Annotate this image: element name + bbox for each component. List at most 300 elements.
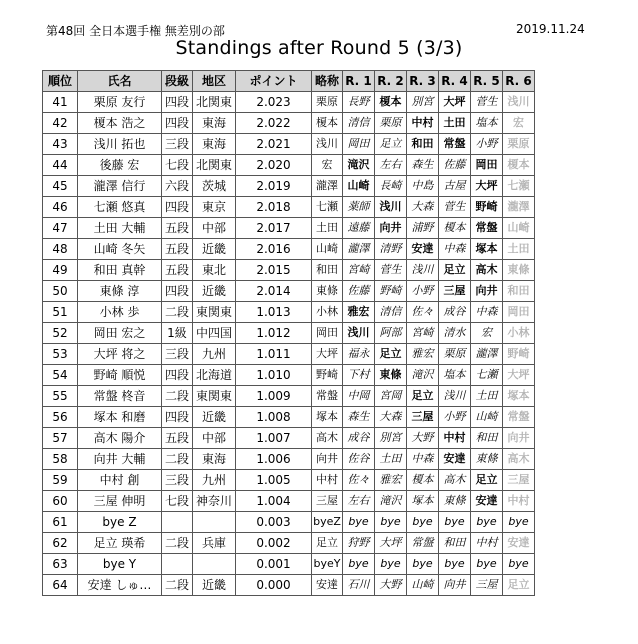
points-cell: 1.006 xyxy=(236,449,312,470)
round-1-result: 佐藤 xyxy=(343,281,375,302)
round-3-result: 森生 xyxy=(407,155,439,176)
round-6-result: bye xyxy=(503,512,535,533)
rank-cell: 59 xyxy=(43,470,78,491)
player-name-cell: 安達 しゅ… xyxy=(78,575,162,596)
player-name-cell: bye Y xyxy=(78,554,162,575)
rank-cell: 42 xyxy=(43,113,78,134)
round-4-result: 和田 xyxy=(439,533,471,554)
player-name-cell: 榎本 浩之 xyxy=(78,113,162,134)
round-5-result: 向井 xyxy=(471,281,503,302)
points-cell: 2.014 xyxy=(236,281,312,302)
points-cell: 0.000 xyxy=(236,575,312,596)
round-5-result: 小野 xyxy=(471,134,503,155)
table-row xyxy=(43,176,535,197)
round-3-result: 大森 xyxy=(407,197,439,218)
table-row xyxy=(43,260,535,281)
column-header-rank: 順位 xyxy=(43,71,78,92)
round-6-result: 常盤 xyxy=(503,407,535,428)
round-5-result: 瀧澤 xyxy=(471,344,503,365)
points-cell: 1.004 xyxy=(236,491,312,512)
round-5-result: 和田 xyxy=(471,428,503,449)
rank-cell: 50 xyxy=(43,281,78,302)
rank-cell: 49 xyxy=(43,260,78,281)
player-name-cell: 大坪 将之 xyxy=(78,344,162,365)
rank-cell: 46 xyxy=(43,197,78,218)
table-row xyxy=(43,470,535,491)
round-3-result: 浦野 xyxy=(407,218,439,239)
abbr-cell: 榎本 xyxy=(312,113,343,134)
table-row xyxy=(43,344,535,365)
round-6-result: 浅川 xyxy=(503,92,535,113)
round-1-result: bye xyxy=(343,554,375,575)
round-1-result: 浅川 xyxy=(343,323,375,344)
abbr-cell: 七瀬 xyxy=(312,197,343,218)
round-2-result: 足立 xyxy=(375,134,407,155)
round-5-result: 常盤 xyxy=(471,218,503,239)
round-4-result: 安達 xyxy=(439,449,471,470)
round-1-result: bye xyxy=(343,512,375,533)
round-3-result: bye xyxy=(407,554,439,575)
player-name-cell: 東條 淳 xyxy=(78,281,162,302)
round-6-result: 小林 xyxy=(503,323,535,344)
round-2-result: 野崎 xyxy=(375,281,407,302)
rank-cell: 60 xyxy=(43,491,78,512)
page-title: Standings after Round 5 (3/3) xyxy=(175,37,463,59)
table-row xyxy=(43,407,535,428)
round-2-result: 清信 xyxy=(375,302,407,323)
round-6-result: 三屋 xyxy=(503,470,535,491)
round-5-result: 菅生 xyxy=(471,92,503,113)
points-cell: 2.017 xyxy=(236,218,312,239)
round-2-result: 榎本 xyxy=(375,92,407,113)
round-4-result: bye xyxy=(439,554,471,575)
round-2-result: 大野 xyxy=(375,575,407,596)
dan-cell: 七段 xyxy=(162,155,193,176)
player-name-cell: 瀧澤 信行 xyxy=(78,176,162,197)
round-3-result: 榎本 xyxy=(407,470,439,491)
region-cell: 兵庫 xyxy=(193,533,236,554)
abbr-cell: 三屋 xyxy=(312,491,343,512)
round-4-result: 榎本 xyxy=(439,218,471,239)
round-5-result: 宏 xyxy=(471,323,503,344)
dan-cell xyxy=(162,512,193,533)
table-row xyxy=(43,197,535,218)
round-4-result: 足立 xyxy=(439,260,471,281)
points-cell: 1.012 xyxy=(236,323,312,344)
round-2-result: 宮岡 xyxy=(375,386,407,407)
region-cell: 東関東 xyxy=(193,302,236,323)
abbr-cell: 足立 xyxy=(312,533,343,554)
round-4-result: 塩本 xyxy=(439,365,471,386)
player-name-cell: 高木 陽介 xyxy=(78,428,162,449)
abbr-cell: 中村 xyxy=(312,470,343,491)
round-2-result: 東條 xyxy=(375,365,407,386)
abbr-cell: 栗原 xyxy=(312,92,343,113)
rank-cell: 45 xyxy=(43,176,78,197)
round-5-result: 塚本 xyxy=(471,239,503,260)
region-cell: 中四国 xyxy=(193,323,236,344)
round-2-result: 阿部 xyxy=(375,323,407,344)
table-row xyxy=(43,302,535,323)
column-header-abbr: 略称 xyxy=(312,71,343,92)
player-name-cell: 岡田 宏之 xyxy=(78,323,162,344)
points-cell: 2.019 xyxy=(236,176,312,197)
round-6-result: 足立 xyxy=(503,575,535,596)
player-name-cell: 向井 大輔 xyxy=(78,449,162,470)
dan-cell: 二段 xyxy=(162,302,193,323)
region-cell: 九州 xyxy=(193,470,236,491)
round-6-result: 土田 xyxy=(503,239,535,260)
round-6-result: 和田 xyxy=(503,281,535,302)
table-row xyxy=(43,323,535,344)
region-cell: 東海 xyxy=(193,134,236,155)
abbr-cell: 高木 xyxy=(312,428,343,449)
dan-cell: 二段 xyxy=(162,386,193,407)
dan-cell: 六段 xyxy=(162,176,193,197)
player-name-cell: 足立 瑛希 xyxy=(78,533,162,554)
points-cell: 2.016 xyxy=(236,239,312,260)
round-3-result: 滝沢 xyxy=(407,365,439,386)
rank-cell: 61 xyxy=(43,512,78,533)
column-header-r5: R. 5 xyxy=(471,71,503,92)
rank-cell: 55 xyxy=(43,386,78,407)
round-3-result: 宮崎 xyxy=(407,323,439,344)
player-name-cell: 栗原 友行 xyxy=(78,92,162,113)
player-name-cell: 和田 真幹 xyxy=(78,260,162,281)
dan-cell: 二段 xyxy=(162,449,193,470)
region-cell: 近畿 xyxy=(193,239,236,260)
region-cell: 東北 xyxy=(193,260,236,281)
dan-cell: 四段 xyxy=(162,113,193,134)
round-1-result: 山崎 xyxy=(343,176,375,197)
round-5-result: bye xyxy=(471,512,503,533)
dan-cell: 五段 xyxy=(162,428,193,449)
abbr-cell: 岡田 xyxy=(312,323,343,344)
points-cell: 1.009 xyxy=(236,386,312,407)
round-6-result: bye xyxy=(503,554,535,575)
dan-cell: 三段 xyxy=(162,470,193,491)
table-row xyxy=(43,449,535,470)
dan-cell: 四段 xyxy=(162,197,193,218)
abbr-cell: byeZ xyxy=(312,512,343,533)
abbr-cell: 大坪 xyxy=(312,344,343,365)
points-cell: 2.021 xyxy=(236,134,312,155)
points-cell: 1.008 xyxy=(236,407,312,428)
points-cell: 2.022 xyxy=(236,113,312,134)
round-6-result: 安達 xyxy=(503,533,535,554)
round-3-result: 足立 xyxy=(407,386,439,407)
round-6-result: 榎本 xyxy=(503,155,535,176)
table-row xyxy=(43,113,535,134)
round-1-result: 遠藤 xyxy=(343,218,375,239)
region-cell: 東海 xyxy=(193,113,236,134)
round-2-result: bye xyxy=(375,554,407,575)
round-6-result: 野崎 xyxy=(503,344,535,365)
rank-cell: 62 xyxy=(43,533,78,554)
round-4-result: 東條 xyxy=(439,491,471,512)
abbr-cell: 野崎 xyxy=(312,365,343,386)
column-header-r6: R. 6 xyxy=(503,71,535,92)
column-header-r4: R. 4 xyxy=(439,71,471,92)
round-4-result: 常盤 xyxy=(439,134,471,155)
points-cell: 1.010 xyxy=(236,365,312,386)
round-5-result: 大坪 xyxy=(471,176,503,197)
round-6-result: 岡田 xyxy=(503,302,535,323)
round-1-result: 長野 xyxy=(343,92,375,113)
dan-cell: 四段 xyxy=(162,281,193,302)
round-1-result: 森生 xyxy=(343,407,375,428)
round-6-result: 宏 xyxy=(503,113,535,134)
region-cell: 中部 xyxy=(193,218,236,239)
region-cell: 近畿 xyxy=(193,575,236,596)
abbr-cell: 小林 xyxy=(312,302,343,323)
column-header-dan: 段級 xyxy=(162,71,193,92)
round-2-result: bye xyxy=(375,512,407,533)
round-5-result: 東條 xyxy=(471,449,503,470)
round-4-result: 中森 xyxy=(439,239,471,260)
region-cell: 東海 xyxy=(193,449,236,470)
player-name-cell: 野崎 順悦 xyxy=(78,365,162,386)
dan-cell: 三段 xyxy=(162,134,193,155)
dan-cell: 五段 xyxy=(162,218,193,239)
dan-cell: 三段 xyxy=(162,344,193,365)
round-1-result: 雅宏 xyxy=(343,302,375,323)
points-cell: 1.013 xyxy=(236,302,312,323)
region-cell: 北関東 xyxy=(193,155,236,176)
round-1-result: 宮崎 xyxy=(343,260,375,281)
round-4-result: 菅生 xyxy=(439,197,471,218)
points-cell: 1.011 xyxy=(236,344,312,365)
abbr-cell: 安達 xyxy=(312,575,343,596)
player-name-cell: 土田 大輔 xyxy=(78,218,162,239)
round-6-result: 中村 xyxy=(503,491,535,512)
round-1-result: 中岡 xyxy=(343,386,375,407)
round-2-result: 別宮 xyxy=(375,428,407,449)
round-3-result: 和田 xyxy=(407,134,439,155)
round-1-result: 薬師 xyxy=(343,197,375,218)
region-cell: 近畿 xyxy=(193,407,236,428)
abbr-cell: 塚本 xyxy=(312,407,343,428)
round-4-result: 三屋 xyxy=(439,281,471,302)
rank-cell: 54 xyxy=(43,365,78,386)
round-2-result: 向井 xyxy=(375,218,407,239)
points-cell: 2.023 xyxy=(236,92,312,113)
round-4-result: 小野 xyxy=(439,407,471,428)
dan-cell xyxy=(162,554,193,575)
round-2-result: 菅生 xyxy=(375,260,407,281)
region-cell: 北関東 xyxy=(193,92,236,113)
column-header-r1: R. 1 xyxy=(343,71,375,92)
round-5-result: 高木 xyxy=(471,260,503,281)
dan-cell: 七段 xyxy=(162,491,193,512)
round-3-result: bye xyxy=(407,512,439,533)
round-5-result: 土田 xyxy=(471,386,503,407)
region-cell: 茨城 xyxy=(193,176,236,197)
table-row xyxy=(43,239,535,260)
column-header-region: 地区 xyxy=(193,71,236,92)
points-cell: 2.020 xyxy=(236,155,312,176)
round-2-result: 大森 xyxy=(375,407,407,428)
round-5-result: 三屋 xyxy=(471,575,503,596)
abbr-cell: 向井 xyxy=(312,449,343,470)
round-5-result: 安達 xyxy=(471,491,503,512)
points-cell: 2.018 xyxy=(236,197,312,218)
round-2-result: 長崎 xyxy=(375,176,407,197)
round-1-result: 滝沢 xyxy=(343,155,375,176)
round-5-result: 野崎 xyxy=(471,197,503,218)
round-1-result: 左右 xyxy=(343,491,375,512)
table-row xyxy=(43,281,535,302)
region-cell: 中部 xyxy=(193,428,236,449)
round-5-result: 山崎 xyxy=(471,407,503,428)
points-cell: 2.015 xyxy=(236,260,312,281)
player-name-cell: 山崎 冬矢 xyxy=(78,239,162,260)
round-1-result: 佐谷 xyxy=(343,449,375,470)
round-3-result: 中森 xyxy=(407,449,439,470)
column-header-r2: R. 2 xyxy=(375,71,407,92)
round-3-result: 山崎 xyxy=(407,575,439,596)
rank-cell: 47 xyxy=(43,218,78,239)
event-date: 2019.11.24 xyxy=(516,22,585,36)
round-2-result: 滝沢 xyxy=(375,491,407,512)
rank-cell: 43 xyxy=(43,134,78,155)
round-3-result: 浅川 xyxy=(407,260,439,281)
points-cell: 1.007 xyxy=(236,428,312,449)
table-row xyxy=(43,365,535,386)
round-2-result: 栗原 xyxy=(375,113,407,134)
round-2-result: 足立 xyxy=(375,344,407,365)
rank-cell: 57 xyxy=(43,428,78,449)
round-3-result: 小野 xyxy=(407,281,439,302)
abbr-cell: 瀧澤 xyxy=(312,176,343,197)
rank-cell: 64 xyxy=(43,575,78,596)
round-2-result: 雅宏 xyxy=(375,470,407,491)
round-5-result: 塩本 xyxy=(471,113,503,134)
round-3-result: 安達 xyxy=(407,239,439,260)
player-name-cell: 塚本 和磨 xyxy=(78,407,162,428)
round-2-result: 清野 xyxy=(375,239,407,260)
round-4-result: 古屋 xyxy=(439,176,471,197)
abbr-cell: 浅川 xyxy=(312,134,343,155)
abbr-cell: byeY xyxy=(312,554,343,575)
dan-cell: 四段 xyxy=(162,92,193,113)
round-1-result: 佐々 xyxy=(343,470,375,491)
round-4-result: 成谷 xyxy=(439,302,471,323)
column-header-points: ポイント xyxy=(236,71,312,92)
abbr-cell: 山崎 xyxy=(312,239,343,260)
table-row xyxy=(43,575,535,596)
column-header-name: 氏名 xyxy=(78,71,162,92)
dan-cell: 四段 xyxy=(162,365,193,386)
round-3-result: 中村 xyxy=(407,113,439,134)
round-3-result: 大野 xyxy=(407,428,439,449)
round-4-result: 向井 xyxy=(439,575,471,596)
column-header-r3: R. 3 xyxy=(407,71,439,92)
round-4-result: 土田 xyxy=(439,113,471,134)
table-row xyxy=(43,92,535,113)
rank-cell: 63 xyxy=(43,554,78,575)
round-6-result: 大坪 xyxy=(503,365,535,386)
rank-cell: 44 xyxy=(43,155,78,176)
region-cell: 北海道 xyxy=(193,365,236,386)
table-header-row xyxy=(43,71,535,92)
abbr-cell: 宏 xyxy=(312,155,343,176)
region-cell: 東京 xyxy=(193,197,236,218)
event-title: 第48回 全日本選手権 無差別の部 xyxy=(46,24,225,38)
round-1-result: 成谷 xyxy=(343,428,375,449)
rank-cell: 48 xyxy=(43,239,78,260)
round-6-result: 栗原 xyxy=(503,134,535,155)
round-2-result: 左右 xyxy=(375,155,407,176)
rank-cell: 51 xyxy=(43,302,78,323)
player-name-cell: 小林 歩 xyxy=(78,302,162,323)
dan-cell: 五段 xyxy=(162,260,193,281)
region-cell: 東関東 xyxy=(193,386,236,407)
round-3-result: 別宮 xyxy=(407,92,439,113)
player-name-cell: 七瀬 悠真 xyxy=(78,197,162,218)
abbr-cell: 土田 xyxy=(312,218,343,239)
rank-cell: 56 xyxy=(43,407,78,428)
rank-cell: 41 xyxy=(43,92,78,113)
round-5-result: 岡田 xyxy=(471,155,503,176)
dan-cell: 五段 xyxy=(162,239,193,260)
rank-cell: 53 xyxy=(43,344,78,365)
round-4-result: 大坪 xyxy=(439,92,471,113)
round-4-result: 清水 xyxy=(439,323,471,344)
round-6-result: 東條 xyxy=(503,260,535,281)
round-2-result: 大坪 xyxy=(375,533,407,554)
points-cell: 0.002 xyxy=(236,533,312,554)
table-row xyxy=(43,512,535,533)
player-name-cell: 三屋 伸明 xyxy=(78,491,162,512)
round-1-result: 狩野 xyxy=(343,533,375,554)
rank-cell: 52 xyxy=(43,323,78,344)
round-6-result: 高木 xyxy=(503,449,535,470)
round-3-result: 佐々 xyxy=(407,302,439,323)
round-4-result: 佐藤 xyxy=(439,155,471,176)
round-1-result: 岡田 xyxy=(343,134,375,155)
rank-cell: 58 xyxy=(43,449,78,470)
round-1-result: 瀧澤 xyxy=(343,239,375,260)
round-4-result: bye xyxy=(439,512,471,533)
dan-cell: 四段 xyxy=(162,407,193,428)
round-6-result: 瀧澤 xyxy=(503,197,535,218)
region-cell xyxy=(193,512,236,533)
abbr-cell: 東條 xyxy=(312,281,343,302)
points-cell: 0.003 xyxy=(236,512,312,533)
region-cell: 近畿 xyxy=(193,281,236,302)
abbr-cell: 和田 xyxy=(312,260,343,281)
player-name-cell: bye Z xyxy=(78,512,162,533)
table-row xyxy=(43,554,535,575)
round-4-result: 浅川 xyxy=(439,386,471,407)
table-row xyxy=(43,218,535,239)
round-2-result: 土田 xyxy=(375,449,407,470)
dan-cell: 1級 xyxy=(162,323,193,344)
round-5-result: bye xyxy=(471,554,503,575)
round-1-result: 福永 xyxy=(343,344,375,365)
round-4-result: 高木 xyxy=(439,470,471,491)
points-cell: 1.005 xyxy=(236,470,312,491)
abbr-cell: 常盤 xyxy=(312,386,343,407)
player-name-cell: 後藤 宏 xyxy=(78,155,162,176)
round-4-result: 栗原 xyxy=(439,344,471,365)
round-1-result: 石川 xyxy=(343,575,375,596)
round-5-result: 中村 xyxy=(471,533,503,554)
round-2-result: 浅川 xyxy=(375,197,407,218)
standings-table xyxy=(42,70,535,596)
dan-cell: 二段 xyxy=(162,575,193,596)
